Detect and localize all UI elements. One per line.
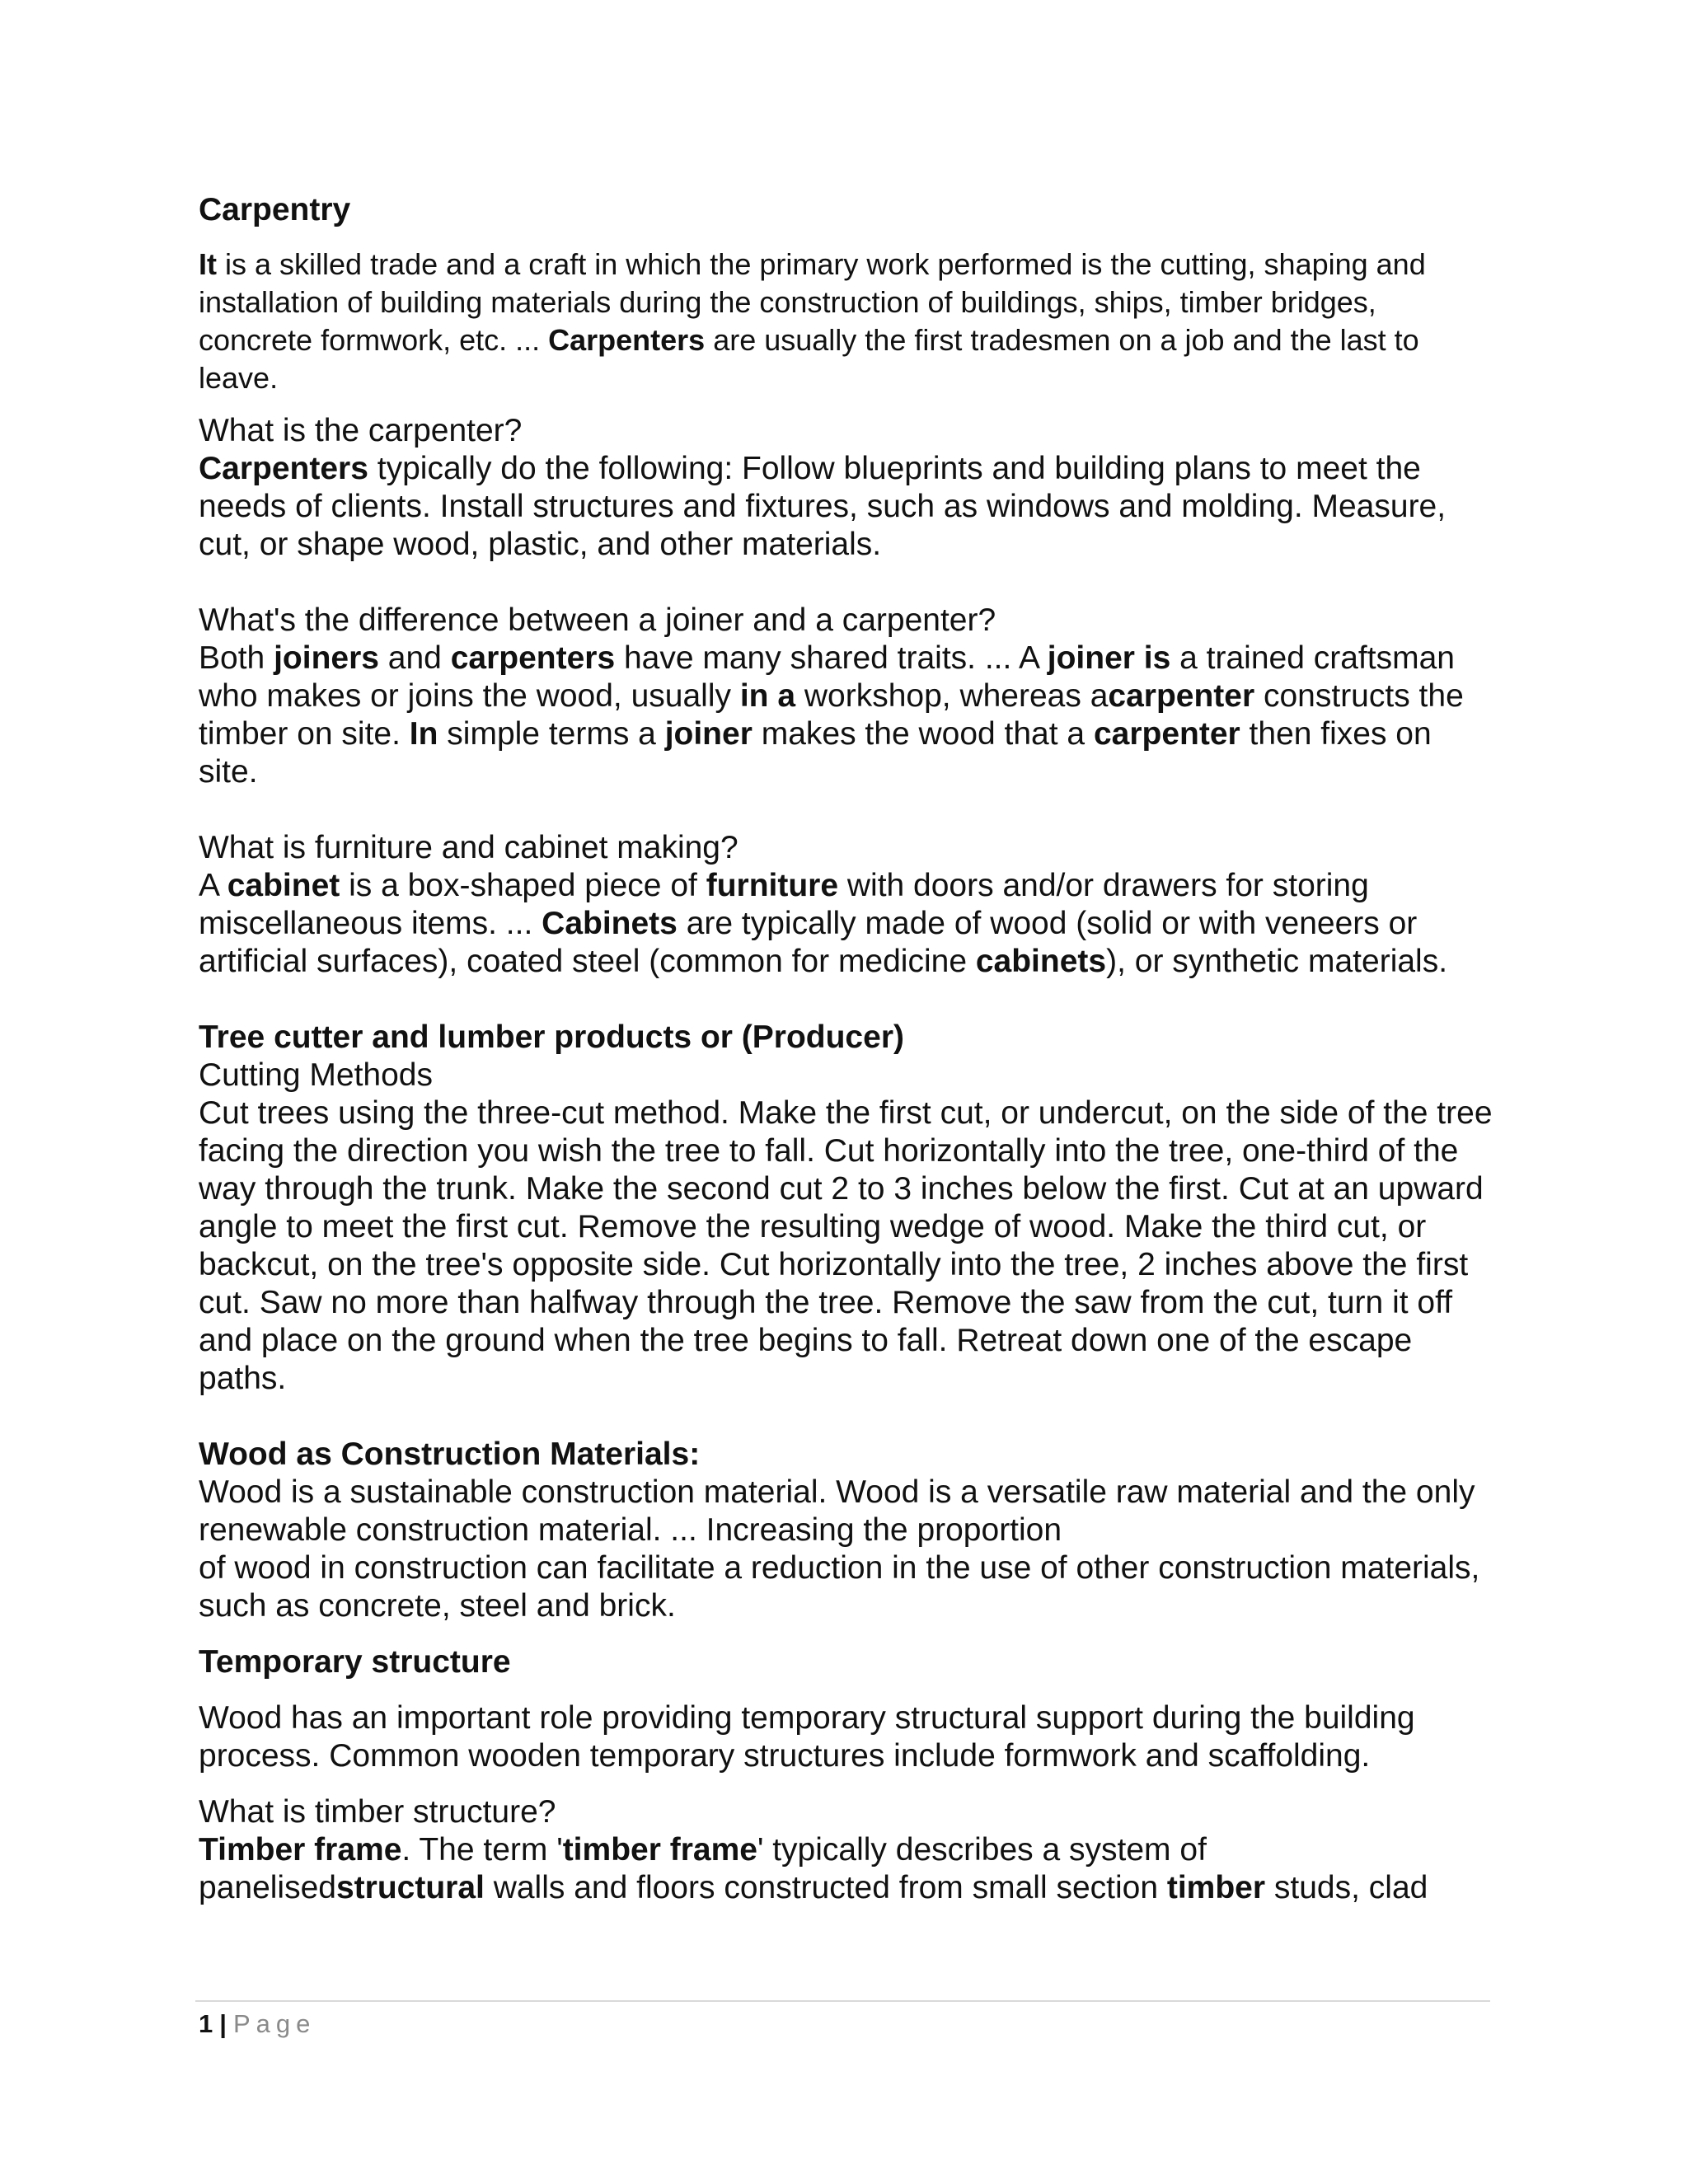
question-cabinet: What is furniture and cabinet making? bbox=[199, 830, 738, 865]
bold-term: carpenter bbox=[1108, 678, 1255, 714]
answer-text: walls and floors constructed from small section bbox=[484, 1870, 1167, 1905]
document-page bbox=[199, 191, 1493, 1907]
bold-term: joiner is bbox=[1047, 640, 1171, 676]
bold-term: Cabinets bbox=[542, 906, 678, 941]
page-footer bbox=[199, 2008, 316, 2041]
answer-text: ' typically describes a system of panelised bbox=[199, 1832, 1207, 1905]
answer-text: are typically made of wood (solid or with veneers or artificial surfaces), coated steel (common for medicine bbox=[199, 906, 1418, 979]
paragraph-cutting-methods: Cut trees using the three-cut method. Make the first cut, or undercut, on the side of the tree facing the direction you wish the tree to fall. Cut horizontally into the tree, one-third of the way through the trunk. Make the second cut 2 to 3 inches below the first. Cut at an upward angle to meet the first cut. Remove the resulting wedge of wood. Make the third cut, or backcut, on the tree's opposite side. Cut horizontally into the tree, 2 inches above the first cut. Saw no more than halfway through the tree. Remove the saw from the cut, turn it off and place on the ground when the tree begins to fall. Retreat down one of the escape paths. bbox=[199, 1095, 1493, 1396]
bold-term: structural bbox=[335, 1870, 485, 1905]
subheading-cutting-methods: Cutting Methods bbox=[199, 1057, 433, 1093]
answer-text: with doors and/or drawers for storing miscellaneous items. ... bbox=[199, 868, 1369, 941]
document-title: Carpentry bbox=[199, 192, 351, 227]
bold-term: In bbox=[409, 716, 438, 752]
bold-term: carpenter bbox=[1093, 716, 1240, 752]
bold-term: timber bbox=[1166, 1870, 1266, 1905]
bold-term: cabinet bbox=[227, 868, 340, 903]
bold-term: in a bbox=[739, 678, 796, 714]
answer-cabinet bbox=[199, 867, 1493, 981]
page-label: Page bbox=[232, 2009, 316, 2038]
intro-bold-it: It bbox=[199, 247, 217, 281]
answer-text: ), or synthetic materials. bbox=[1106, 944, 1448, 979]
answer-text: typically do the following: Follow blueprints and building plans to meet the needs of clients. Install structures and fixtures, such as windows and molding. Measure, cut, or shape wood, plastic, and other materials. bbox=[199, 451, 1447, 562]
footer-separator: | bbox=[219, 2009, 227, 2038]
section-heading-temporary-structure: Temporary structure bbox=[199, 1644, 511, 1680]
paragraph-wood-line1: Wood is a sustainable construction material. Wood is a versatile raw material and the only renewable construction material. ... Increasing the proportion bbox=[199, 1474, 1475, 1548]
question-carpenter: What is the carpenter? bbox=[199, 413, 523, 448]
answer-text: workshop, whereas a bbox=[795, 678, 1109, 714]
answer-joiner bbox=[199, 640, 1493, 791]
bold-term: timber frame bbox=[562, 1832, 757, 1868]
answer-text: A bbox=[199, 868, 227, 903]
answer-text: and bbox=[378, 640, 451, 676]
answer-text: studs, clad bbox=[1265, 1870, 1428, 1905]
section-heading-wood-materials: Wood as Construction Materials: bbox=[199, 1436, 701, 1472]
answer-text: simple terms a bbox=[438, 716, 665, 752]
intro-paragraph bbox=[199, 246, 1493, 397]
answer-timber-structure bbox=[199, 1831, 1493, 1907]
bold-term: joiner bbox=[664, 716, 753, 752]
answer-text: is a box-shaped piece of bbox=[340, 868, 706, 903]
bold-term: furniture bbox=[706, 868, 839, 903]
paragraph-wood-line2: of wood in construction can facilitate a reduction in the use of other construction materials, such as concrete, steel and brick. bbox=[199, 1550, 1480, 1624]
question-timber-structure: What is timber structure? bbox=[199, 1794, 556, 1830]
page-number: 1 bbox=[199, 2009, 213, 2038]
bold-term: Carpenters bbox=[199, 451, 368, 486]
paragraph-temporary-structure: Wood has an important role providing temporary structural support during the building process. Common wooden temporary structures include formwork and scaffolding. bbox=[199, 1700, 1415, 1774]
section-heading-tree-cutter: Tree cutter and lumber products or (Producer) bbox=[199, 1019, 904, 1055]
intro-text-a: is a skilled trade and a craft in which the primary work performed is the cutting, shaping and installation of building materials during the construction of buildings, ships, timber bridges, concrete formwork, etc. ... bbox=[199, 247, 1426, 357]
answer-text: have many shared traits. ... A bbox=[615, 640, 1048, 676]
answer-text: makes the wood that a bbox=[752, 716, 1094, 752]
answer-text: a trained craftsman who makes or joins the wood, usually bbox=[199, 640, 1455, 714]
answer-carpenter bbox=[199, 450, 1493, 564]
answer-text: . The term ' bbox=[401, 1832, 563, 1868]
footer-divider bbox=[195, 2000, 1490, 2002]
answer-text: constructs the timber on site. bbox=[199, 678, 1464, 752]
bold-term: Timber frame bbox=[199, 1832, 402, 1868]
intro-bold-carpenters: Carpenters bbox=[548, 323, 706, 357]
bold-term: carpenters bbox=[450, 640, 616, 676]
answer-text: Both bbox=[199, 640, 274, 676]
question-joiner: What's the difference between a joiner and a carpenter? bbox=[199, 602, 996, 638]
bold-term: joiners bbox=[274, 640, 379, 676]
intro-text-b: are usually the first tradesmen on a job and the last to leave. bbox=[199, 323, 1419, 395]
bold-term: cabinets bbox=[975, 944, 1107, 979]
answer-text: then fixes on site. bbox=[199, 716, 1432, 790]
